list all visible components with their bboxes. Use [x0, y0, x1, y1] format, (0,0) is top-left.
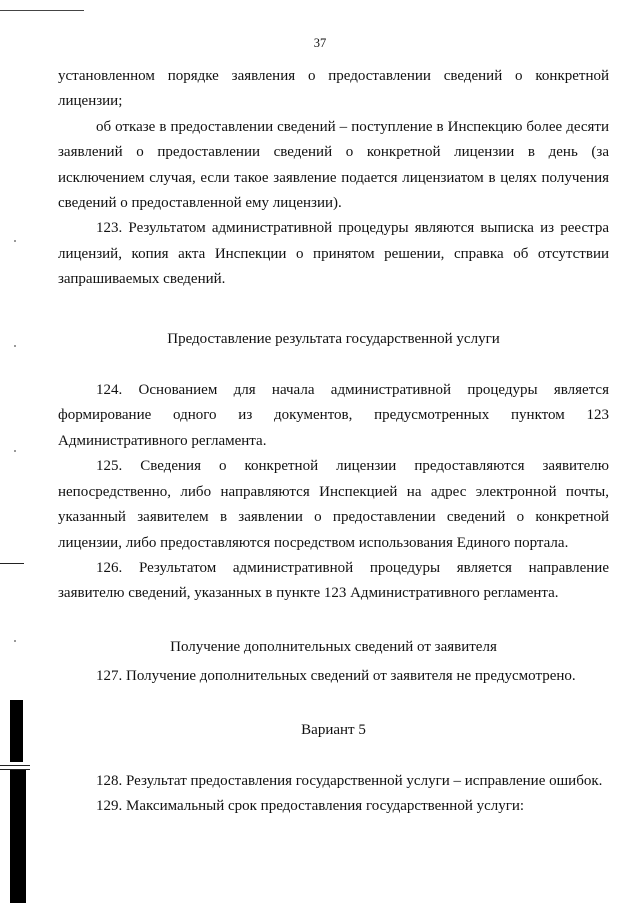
scan-margin-dot: [14, 640, 16, 642]
paragraph: 127. Получение дополнительных сведений от заявителя не предусмотрено.: [96, 668, 576, 685]
section-heading: Получение дополнительных сведений от заявителя: [170, 638, 497, 655]
scan-binding-mark-upper: [10, 700, 23, 762]
scan-margin-line: [0, 563, 24, 564]
paragraph: 129. Максимальный срок предоставления государственной услуги:: [96, 798, 525, 815]
scan-margin-line: [0, 769, 30, 770]
scan-top-rule: [0, 10, 84, 11]
scan-binding-mark-lower: [10, 770, 26, 903]
paragraph: 128. Результат предоставления государственной услуги – исправление ошибок.: [96, 772, 603, 789]
paragraph: об отказе в предоставлении сведений – поступление в Инспекцию более десяти заявлений о предоставлении сведений о конкретной лицензии в день (за исключением случая, если такое заявление подается лицензиатом в целях получения сведений о предоставленной ему лицензии).: [58, 118, 609, 212]
scan-margin-line: [0, 765, 30, 766]
page-number: 37: [313, 36, 327, 50]
scan-margin-dot: [14, 345, 16, 347]
section-heading: Предоставление результата государственной услуги: [167, 330, 500, 347]
paragraph: 125. Сведения о конкретной лицензии предоставляются заявителю непосредственно, либо направляются Инспекцией на адрес электронной почты, указанный заявителем в заявлении о предоставлении сведений о конкретной лицензии, либо предоставляются посредством использования Единого портала.: [58, 458, 609, 551]
paragraph: 123. Результатом административной процедуры являются выписка из реестра лицензий, копия акта Инспекции о принятом решении, справка об отсутствии запрашиваемых сведений.: [58, 220, 609, 288]
scan-margin-dot: [14, 240, 16, 242]
paragraph: 126. Результатом административной процедуры является направление заявителю сведений, указанных в пункте 123 Административного регламента.: [58, 559, 609, 602]
scan-margin-dot: [14, 450, 16, 452]
section-heading: Вариант 5: [301, 721, 366, 738]
document-body: [58, 64, 609, 820]
paragraph: установленном порядке заявления о предоставлении сведений о конкретной лицензии;: [58, 68, 609, 110]
paragraph: 124. Основанием для начала административной процедуры является формирование одного из документов, предусмотренных пунктом 123 Административного регламента.: [58, 382, 609, 449]
